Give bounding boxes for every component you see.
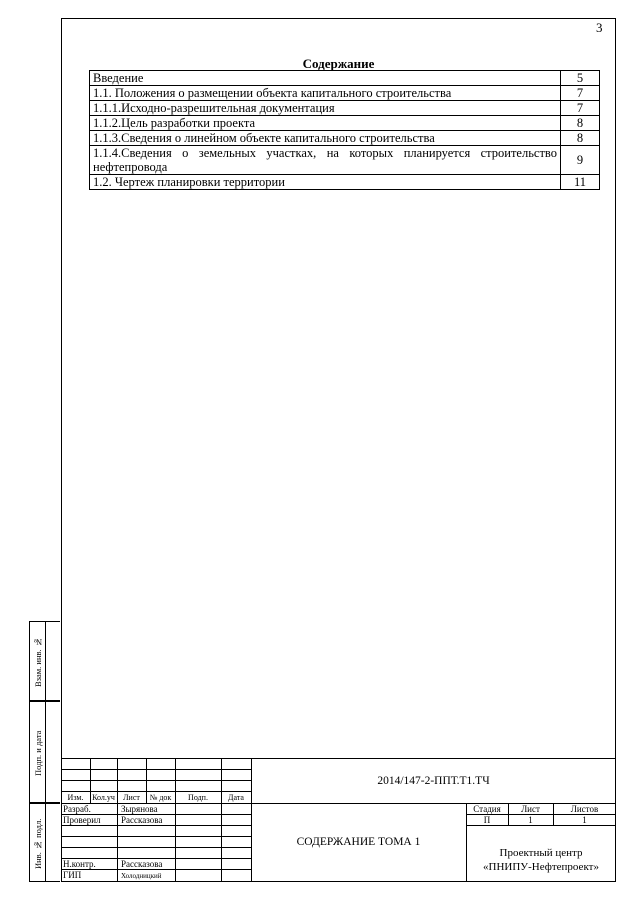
toc-entry-page: 9 — [561, 146, 600, 175]
toc-title: Содержание — [302, 56, 375, 71]
document-code: 2014/147-2-ППТ.Т1.ТЧ — [377, 775, 490, 787]
stamp-name: Зырянова — [121, 804, 158, 814]
sheet-label: Лист — [521, 804, 540, 814]
toc-entry-page: 8 — [561, 116, 600, 131]
stamp-header-kol: Кол.уч — [92, 793, 115, 802]
toc-entry-page: 7 — [561, 101, 600, 116]
side-label-inv: Инв. № подл. — [33, 818, 43, 869]
toc-entry-text: 1.2. Чертеж планировки территории — [90, 175, 561, 190]
sheets-label: Листов — [570, 804, 599, 814]
toc-entry-text: 1.1.1.Исходно-разрешительная документация — [90, 101, 561, 116]
stamp-header-ndok: № док — [149, 793, 172, 802]
stamp-role: Н.контр. — [63, 859, 96, 869]
stamp-header-podp: Подп. — [188, 793, 208, 802]
stamp-header-izm: Изм. — [67, 793, 84, 802]
stamp-header-list: Лист — [123, 793, 140, 802]
stamp-role: Разраб. — [63, 804, 91, 814]
side-label-podp: Подп. и дата — [33, 730, 43, 776]
stamp-name: Рассказова — [121, 859, 163, 869]
title-block — [61, 758, 616, 882]
toc-row — [90, 86, 600, 101]
side-block-vzam — [29, 621, 60, 701]
stamp-name: Рассказова — [121, 815, 163, 825]
stamp-header-data: Дата — [228, 793, 244, 802]
stage-value: П — [483, 815, 491, 825]
toc-row — [90, 146, 600, 175]
side-block-podp — [29, 701, 60, 803]
toc-entry-page: 5 — [561, 71, 600, 86]
toc-entry-page: 8 — [561, 131, 600, 146]
side-label-vzam: Взам. инв. № — [33, 637, 43, 687]
toc-row — [90, 116, 600, 131]
stamp-role: Проверил — [63, 815, 101, 825]
toc-row — [90, 175, 600, 190]
sheets-value: 1 — [582, 815, 587, 825]
stamp-name: Холодницкий — [121, 872, 162, 880]
toc-table — [89, 70, 600, 190]
toc-entry-text: 1.1.3.Сведения о линейном объекте капитального строительства — [90, 131, 561, 146]
side-block-inv — [29, 803, 60, 882]
toc-entry-page: 11 — [561, 175, 600, 190]
toc-row — [90, 131, 600, 146]
toc-entry-text: Введение — [90, 71, 561, 86]
organization-line-1: Проектный центр — [499, 847, 583, 859]
toc-entry-page: 7 — [561, 86, 600, 101]
organization-line-2: «ПНИПУ-Нефтепроект» — [483, 861, 599, 873]
toc-entry-text: 1.1. Положения о размещении объекта капитального строительства — [90, 86, 561, 101]
toc-row — [90, 71, 600, 86]
toc-entry-text: 1.1.2.Цель разработки проекта — [90, 116, 561, 131]
stage-label: Стадия — [473, 804, 501, 814]
toc-row — [90, 101, 600, 116]
toc-entry-text: 1.1.4.Сведения о земельных участках, на которых планируется строительство нефтепровода — [90, 146, 561, 175]
sheet-value: 1 — [528, 815, 533, 825]
sheet-title: СОДЕРЖАНИЕ ТОМА 1 — [296, 836, 421, 848]
stamp-role: ГИП — [63, 870, 82, 880]
page-number: 3 — [596, 20, 603, 35]
